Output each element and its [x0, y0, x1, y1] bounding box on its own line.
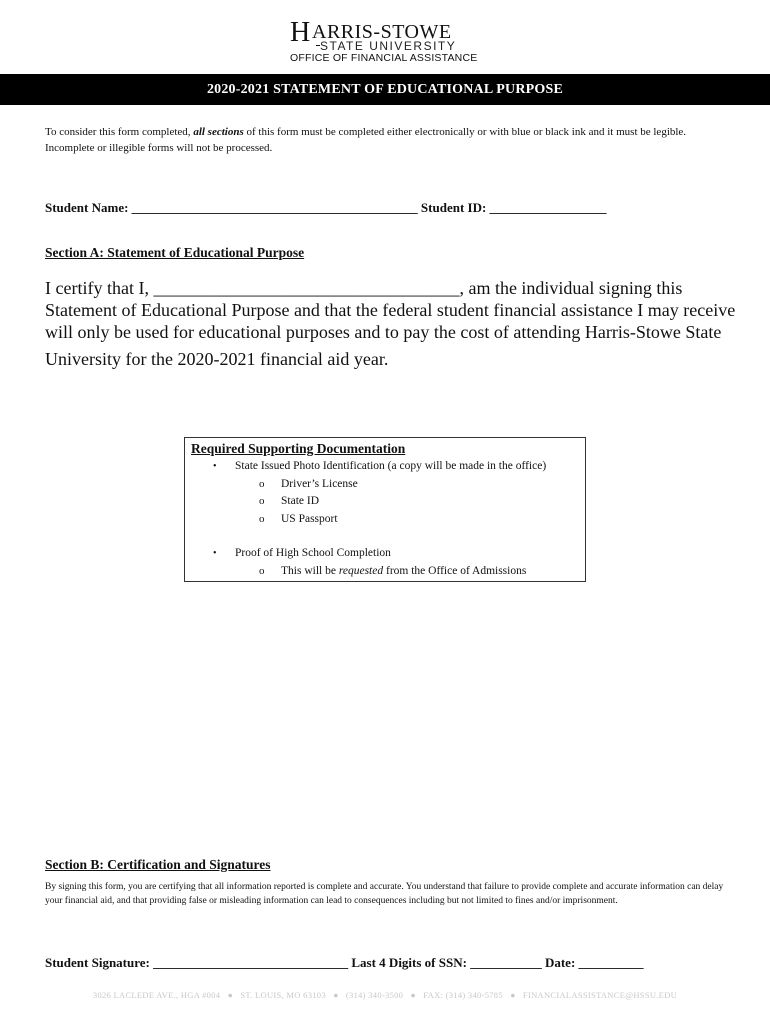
student-info-line	[45, 200, 607, 216]
section-b-heading: Section B: Certification and Signatures	[45, 857, 271, 872]
doc-subitem-passport: o US Passport	[259, 511, 338, 528]
footer-email[interactable]: FINANCIALASSISTANCE@HSSU.EDU	[522, 990, 678, 1000]
date-label: Date:	[544, 955, 576, 970]
certify-line-4: University for the 2020-2021 financial aid year.	[45, 349, 389, 369]
form-title: 2020-2021 STATEMENT OF EDUCATIONAL PURPOSE	[206, 82, 564, 97]
intro-emphasis: all sections	[193, 126, 244, 138]
section-a-heading: Section A: Statement of Educational Purpose	[45, 245, 305, 260]
certify-line-2: Statement of Educational Purpose and that the federal student financial assistance I may receive	[45, 300, 736, 320]
intro-before: To consider this form completed,	[45, 126, 194, 138]
footer-fax: FAX: (314) 340-5785	[423, 990, 503, 1000]
sub-bullet-icon: o	[259, 478, 265, 490]
student-id-field[interactable]: __________________	[489, 200, 607, 215]
intro-after: of this form must be completed either electronically or with blue or black ink and it must be legible. Incomplete or illegible forms will not be processed.	[45, 126, 687, 154]
date-field[interactable]: __________	[578, 955, 644, 970]
logo-name: ARRIS-STOWE	[312, 21, 452, 43]
bullet-icon: •	[213, 548, 217, 559]
logo-office: OFFICE OF FINANCIAL ASSISTANCE	[290, 52, 478, 64]
bullet-icon: •	[213, 461, 217, 472]
certification-disclaimer: By signing this form, you are certifying that all information reported is complete and accurate. You understand that failure to provide complete and accurate information can delay your financial aid, and that providing false or misleading information can lead to consequences including but not limited to fines and/or imprisonment.	[45, 882, 724, 906]
signature-field[interactable]: ______________________________	[153, 955, 349, 970]
ssn-label: Last 4 Digits of SSN:	[351, 955, 467, 970]
sub-bullet-icon: o	[259, 565, 265, 577]
ssn-field[interactable]: ___________	[470, 955, 542, 970]
footer-address: 3026 LACLEDE AVE., HGA #004	[92, 990, 221, 1000]
doc-subitem-admissions: o This will be requested from the Office of Admissions	[259, 563, 526, 580]
doc-subitem-state-id: o State ID	[259, 493, 319, 510]
sub-bullet-icon: o	[259, 495, 265, 507]
footer-city: ST. LOUIS, MO 63103	[240, 990, 326, 1000]
doc-item-high-school: • Proof of High School Completion	[213, 545, 391, 562]
footer-separator: ●	[510, 990, 516, 1000]
doc-subitem-drivers-license: o Driver’s License	[259, 476, 358, 493]
logo-university: STATE UNIVERSITY	[320, 39, 457, 53]
logo-initial: H	[290, 17, 312, 48]
supporting-documentation-box	[184, 437, 586, 582]
sub-bullet-icon: o	[259, 513, 265, 525]
footer-phone: (314) 340-3500	[345, 990, 404, 1000]
doc-item-photo-id: • State Issued Photo Identification (a copy will be made in the office)	[213, 458, 546, 475]
student-id-label: Student ID:	[420, 200, 487, 215]
certify-line-1[interactable]: I certify that I, __________________________________, am the individual signing this	[45, 278, 683, 298]
signature-line	[45, 955, 644, 971]
form-title-bar	[0, 74, 770, 105]
footer-separator: ●	[227, 990, 234, 1000]
student-name-field[interactable]: ____________________________________________	[131, 200, 418, 215]
documentation-heading: Required Supporting Documentation	[191, 441, 406, 456]
university-logo	[290, 18, 480, 64]
intro-instructions	[45, 124, 730, 156]
footer-contact	[0, 990, 770, 1000]
certification-statement	[45, 277, 745, 370]
footer-separator: ●	[410, 990, 416, 1000]
certify-line-3: will only be used for educational purposes and to pay the cost of attending Harris-Stowe State	[45, 322, 722, 342]
signature-label: Student Signature:	[45, 955, 150, 970]
student-name-label: Student Name:	[45, 200, 129, 215]
footer-separator: ●	[333, 990, 339, 1000]
